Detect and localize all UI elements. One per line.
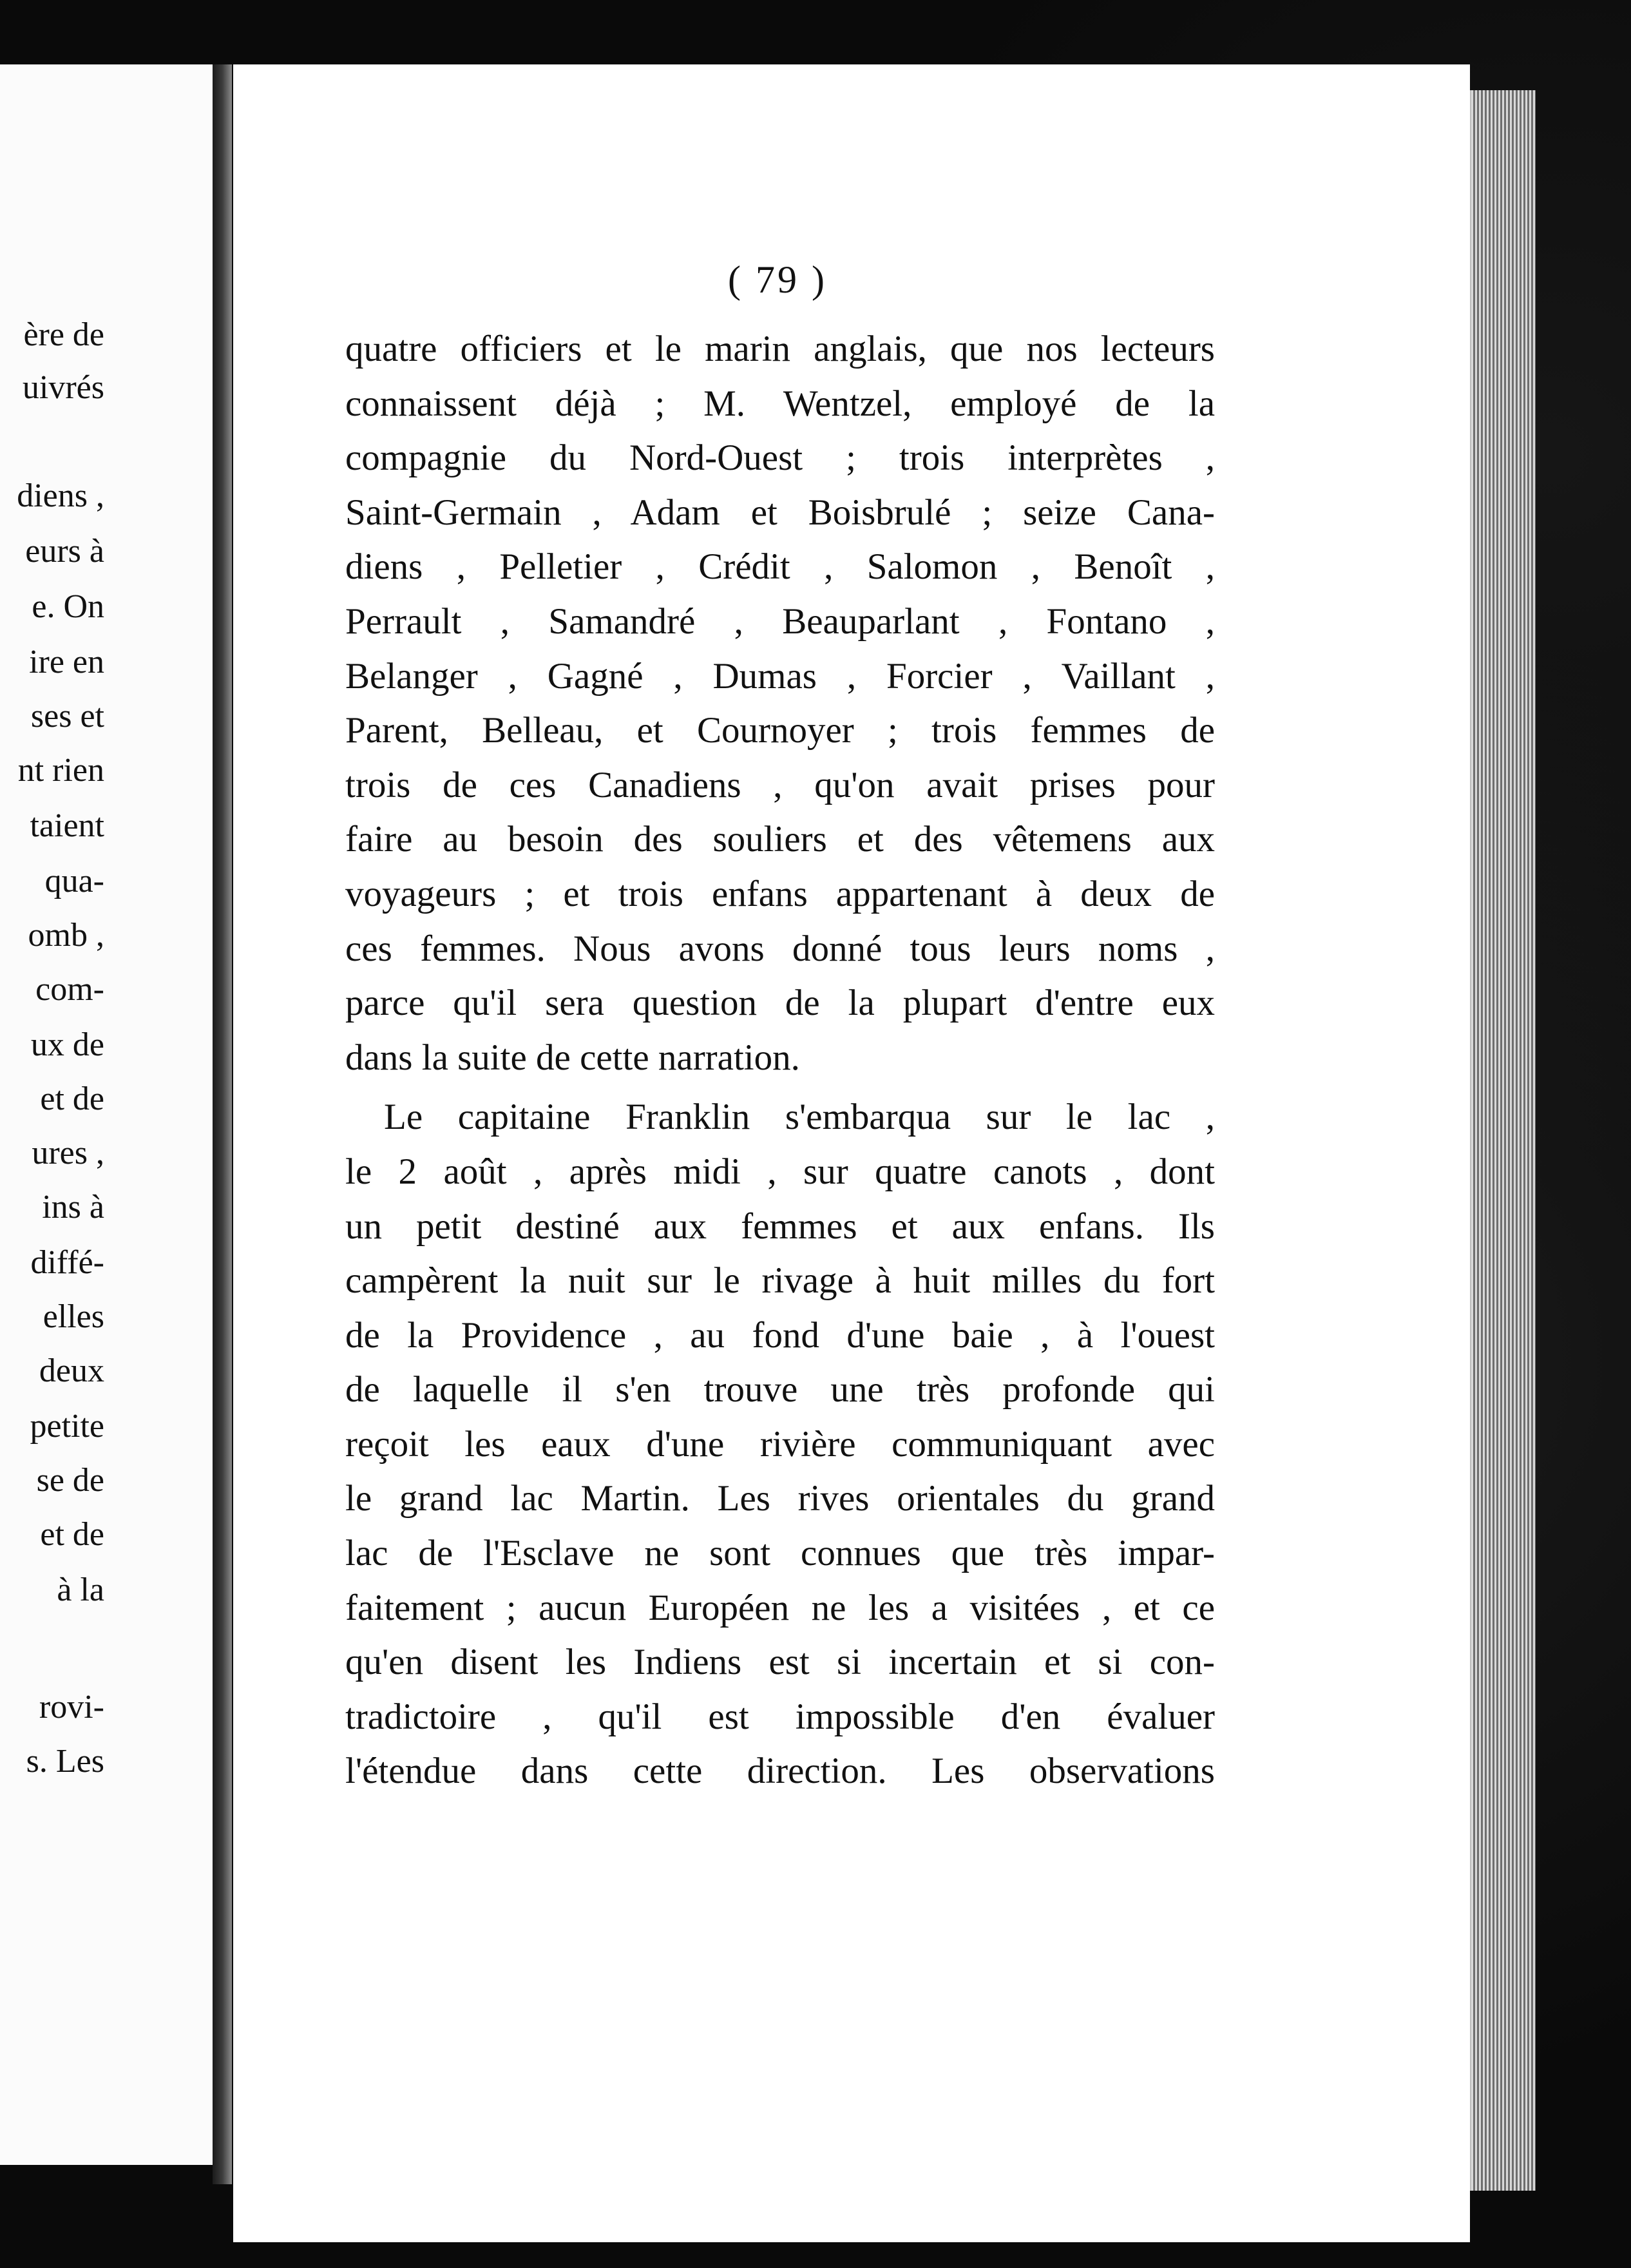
text-line: dans la suite de cette narration. — [345, 1037, 800, 1078]
left-fragment: ux de — [30, 1026, 104, 1063]
left-facing-page — [0, 64, 216, 2165]
text-line: Parent, Belleau, et Cournoyer ; trois femmes de — [345, 710, 1215, 751]
text-line: faitement ; aucun Européen ne les a visitées , et ce — [345, 1587, 1215, 1628]
text-line: connaissent déjà ; M. Wentzel, employé de la — [345, 383, 1215, 424]
paragraph-2 — [345, 1090, 1215, 1799]
book-gutter — [213, 64, 232, 2184]
text-line: Belanger , Gagné , Dumas , Forcier , Vaillant , — [345, 655, 1215, 697]
left-fragment: diens , — [17, 477, 104, 514]
left-fragment: omb , — [28, 917, 104, 954]
left-fragment: s. Les — [26, 1743, 104, 1780]
text-line: Le capitaine Franklin s'embarqua sur le lac , — [384, 1097, 1215, 1138]
text-line: diens , Pelletier , Crédit , Salomon , Benoît , — [345, 546, 1215, 588]
text-line: le grand lac Martin. Les rives orientales du grand — [345, 1478, 1215, 1519]
left-fragment: taient — [30, 807, 104, 844]
left-fragment: et de — [40, 1081, 104, 1117]
text-line: Saint-Germain , Adam et Boisbrulé ; seize Cana- — [345, 492, 1215, 533]
left-fragment: elles — [43, 1298, 104, 1335]
text-line: Perrault , Samandré , Beauparlant , Fontano , — [345, 601, 1215, 642]
text-line: parce qu'il sera question de la plupart d'entre eux — [345, 983, 1215, 1024]
left-fragment: ses et — [30, 698, 104, 735]
text-line: qu'en disent les Indiens est si incertain et si con- — [345, 1642, 1215, 1683]
left-page-fragments — [0, 64, 213, 2165]
left-fragment: ère de — [23, 316, 104, 353]
text-line: ces femmes. Nous avons donné tous leurs noms , — [345, 928, 1215, 969]
left-fragment: ire en — [29, 644, 104, 680]
text-line: un petit destiné aux femmes et aux enfans. Ils — [345, 1206, 1215, 1247]
text-line: faire au besoin des souliers et des vêtemens aux — [345, 819, 1215, 860]
text-line: voyageurs ; et trois enfans appartenant à deux de — [345, 873, 1215, 914]
page-edge-stack — [1470, 90, 1536, 2191]
text-line: compagnie du Nord-Ouest ; trois interprètes , — [345, 437, 1215, 479]
left-fragment: com- — [35, 971, 104, 1008]
left-fragment: qua- — [44, 863, 104, 899]
text-line: de laquelle il s'en trouve une très profonde qui — [345, 1369, 1215, 1410]
text-line: tradictoire , qu'il est impossible d'en évaluer — [345, 1696, 1215, 1737]
text-line: quatre officiers et le marin anglais, que nos lecteurs — [345, 329, 1215, 369]
page-number: ( 79 ) — [728, 258, 827, 301]
text-line: trois de ces Canadiens , qu'on avait prises pour — [345, 764, 1215, 805]
page-body — [345, 322, 1215, 1799]
text-line: reçoit les eaux d'une rivière communiquant avec — [345, 1423, 1215, 1465]
left-fragment: rovi- — [39, 1689, 104, 1725]
left-fragment: diffé- — [30, 1244, 104, 1281]
left-fragment: petite — [30, 1408, 104, 1445]
left-fragment: ures , — [32, 1135, 104, 1171]
left-fragment: ins à — [42, 1189, 104, 1225]
text-line: campèrent la nuit sur le rivage à huit milles du fort — [345, 1260, 1215, 1302]
left-fragment: uivrés — [22, 369, 104, 406]
text-line: lac de l'Esclave ne sont connues que très impar- — [345, 1533, 1215, 1574]
left-fragment: à la — [57, 1571, 104, 1608]
left-fragment: et de — [40, 1516, 104, 1553]
left-fragment: se de — [36, 1462, 104, 1499]
text-line: le 2 août , après midi , sur quatre canots , dont — [345, 1151, 1215, 1192]
paragraph-1 — [345, 322, 1215, 1085]
left-fragment: eurs à — [25, 533, 104, 570]
text-line: de la Providence , au fond d'une baie , à l'ouest — [345, 1314, 1215, 1356]
left-fragment: nt rien — [17, 752, 104, 789]
left-fragment: deux — [39, 1352, 104, 1389]
text-line: l'étendue dans cette direction. Les observations — [345, 1751, 1215, 1792]
left-fragment: e. On — [32, 588, 104, 625]
